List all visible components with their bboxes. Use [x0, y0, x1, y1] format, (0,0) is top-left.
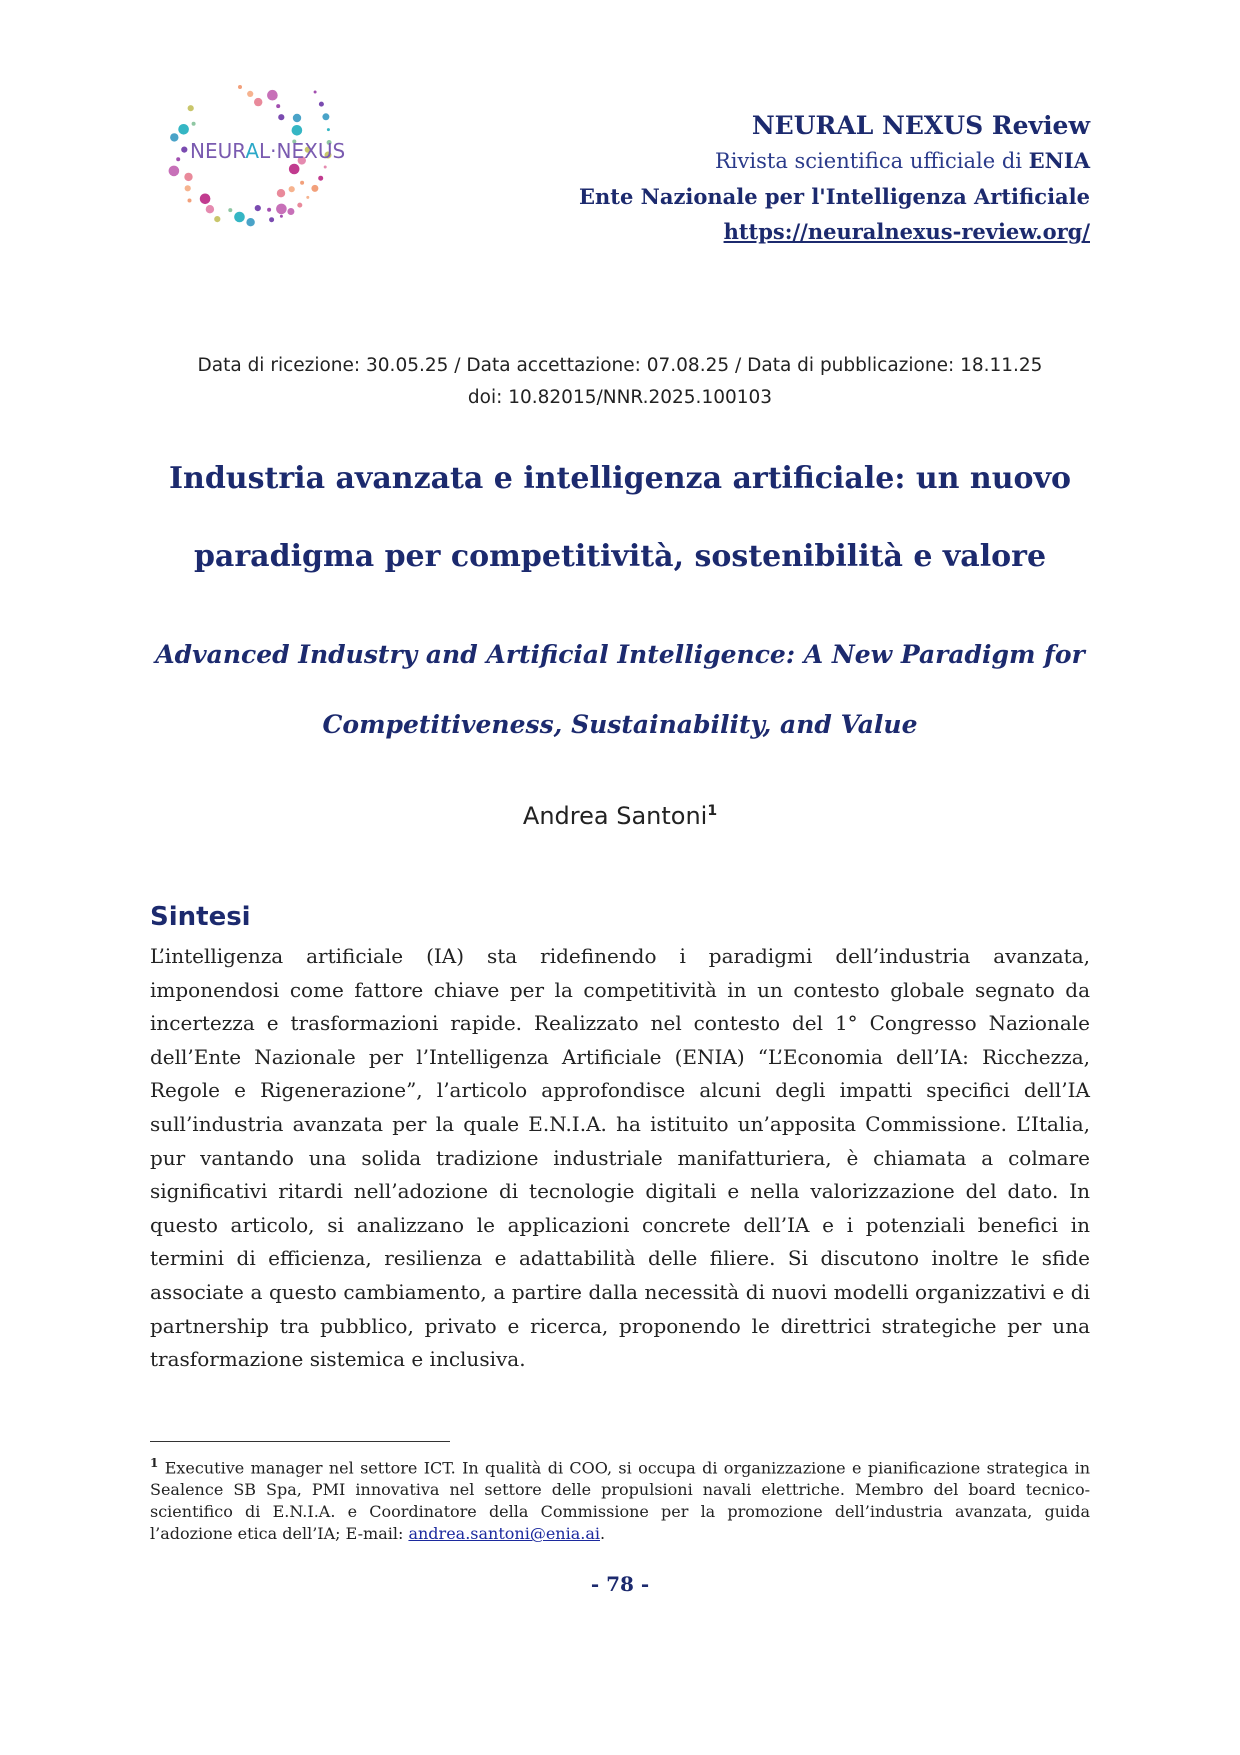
article-title-italian: Industria avanzata e intelligenza artificiale: un nuovo paradigma per competitività, sostenibilità e valore: [168, 461, 1072, 574]
logo-dot: [300, 181, 304, 185]
logo-dot: [319, 102, 324, 107]
logo-dot: [200, 194, 211, 205]
logo-dot: [297, 203, 302, 208]
journal-name: NEURAL NEXUS Review: [751, 111, 1090, 140]
logo-dot: [246, 218, 254, 226]
logo-dot: [206, 205, 214, 213]
footnote-email-link[interactable]: andrea.santoni@enia.ai: [408, 1524, 600, 1544]
footnote-mark: 1: [150, 1456, 159, 1470]
logo-dot: [255, 205, 261, 211]
journal-header: [579, 108, 1090, 249]
logo-dot: [228, 208, 232, 212]
logo-dot: [278, 114, 284, 120]
neural-nexus-logo-icon: [160, 80, 400, 260]
logo-dot: [234, 212, 245, 223]
author-name: Andrea Santoni: [522, 802, 708, 830]
logo-dot: [322, 113, 329, 120]
logo-dot: [178, 124, 189, 135]
logo-dot: [192, 122, 196, 126]
journal-publisher: Ente Nazionale per l'Intelligenza Artificiale: [579, 184, 1090, 209]
logo-dot: [289, 186, 295, 192]
logo-dot: [293, 114, 301, 122]
logo-dot: [287, 208, 294, 215]
doi: doi: 10.82015/NNR.2025.100103: [467, 387, 773, 408]
logo-dot: [170, 133, 178, 141]
svg-text:NEURAL·NEXUS: [190, 139, 345, 163]
footnote-text: Executive manager nel settore ICT. In qualità di COO, si occupa di organizzazione e pianificazione strategica in Sealence SB Spa, PMI innovativa nel settore delle propulsioni navali elettriche. Membro del board tecnico-scientifico di E.N.I.A. e Coordinatore della Commissione per la promozione dell’industria avanzata, guida l’adozione etica dell’IA; E-mail:: [150, 1458, 1090, 1544]
logo-dot: [276, 204, 287, 215]
logo-text-a: A: [245, 139, 260, 163]
author-footnote-mark: 1: [707, 803, 718, 819]
logo-dot: [267, 90, 278, 101]
logo-text-left: NEUR: [190, 139, 246, 163]
logo-dot: [324, 166, 327, 169]
author: [0, 802, 1240, 830]
logo-text-right: L·NEXUS: [259, 139, 346, 163]
logo-dot: [267, 208, 271, 212]
logo-dot: [176, 157, 180, 161]
logo-dot: [292, 125, 303, 136]
journal-url-link[interactable]: https://neuralnexus-review.org/: [723, 219, 1090, 244]
footnote-end: .: [600, 1524, 606, 1544]
logo-dot: [311, 185, 318, 192]
journal-subtitle: [579, 143, 1090, 179]
logo-dot: [327, 128, 330, 131]
logo-dot: [169, 166, 180, 177]
logo-dot: [254, 98, 262, 106]
article-title-english: Advanced Industry and Artificial Intelligence: A New Paradigm for Competitiveness, Sustainability, and Value: [155, 640, 1085, 739]
logo-dot: [289, 164, 300, 175]
page-number: - 78 -: [590, 1572, 650, 1596]
journal-subtitle-org: ENIA: [1028, 148, 1090, 173]
logo-dot: [269, 217, 274, 222]
logo-dot: [276, 104, 280, 108]
logo-dot: [181, 147, 187, 153]
logo-dot: [318, 176, 323, 181]
logo-dot: [214, 216, 220, 222]
logo-dot: [188, 199, 192, 203]
abstract-heading: Sintesi: [150, 902, 251, 932]
journal-logo: [160, 80, 400, 260]
logo-dot: [277, 189, 285, 197]
logo-dot: [280, 215, 283, 218]
dates-line: Data di ricezione: 30.05.25 / Data accettazione: 07.08.25 / Data di pubblicazione: 18.11.25: [197, 355, 1043, 376]
footnote-divider: [150, 1441, 450, 1442]
logo-dot: [238, 85, 242, 89]
footnote: [150, 1452, 1090, 1545]
logo-dot: [184, 173, 192, 181]
logo-dot: [314, 91, 317, 94]
logo-dot: [188, 105, 194, 111]
logo-dot: [185, 185, 191, 191]
logo-dot: [306, 196, 309, 199]
article-dates: [0, 350, 1240, 414]
journal-subtitle-prefix: Rivista scientifica ufficiale di: [715, 149, 1029, 173]
abstract-text: L’intelligenza artificiale (IA) sta ridefinendo i paradigmi dell’industria avanzata, imponendosi come fattore chiave per la competitività in un contesto globale segnato da incertezza e trasformazioni rapide. Realizzato nel contesto del 1° Congresso Nazionale dell’Ente Nazionale per l’Intelligenza Artificiale (ENIA) “L’Economia dell’IA: Ricchezza, Regole e Rigenerazione”, l’articolo approfondisce alcuni degli impatti specifici dell’IA sull’industria avanzata per la quale E.N.I.A. ha istituito un’apposita Commissione. L’Italia, pur vantando una solida tradizione industriale manifatturiera, è chiamata a colmare significativi ritardi nell’adozione di tecnologie digitali e nella valorizzazione del dato. In questo articolo, si analizzano le applicazioni concrete dell’IA e i potenziali benefici in termini di efficienza, resilienza e adattabilità delle filiere. Si discutono inoltre le sfide associate a questo cambiamento, a partire dalla necessità di nuovi modelli organizzativi e di partnership tra pubblico, privato e ricerca, proponendo le direttrici strategiche per una trasformazione sistemica e inclusiva.: [150, 944, 1090, 1372]
logo-dot: [247, 91, 253, 97]
